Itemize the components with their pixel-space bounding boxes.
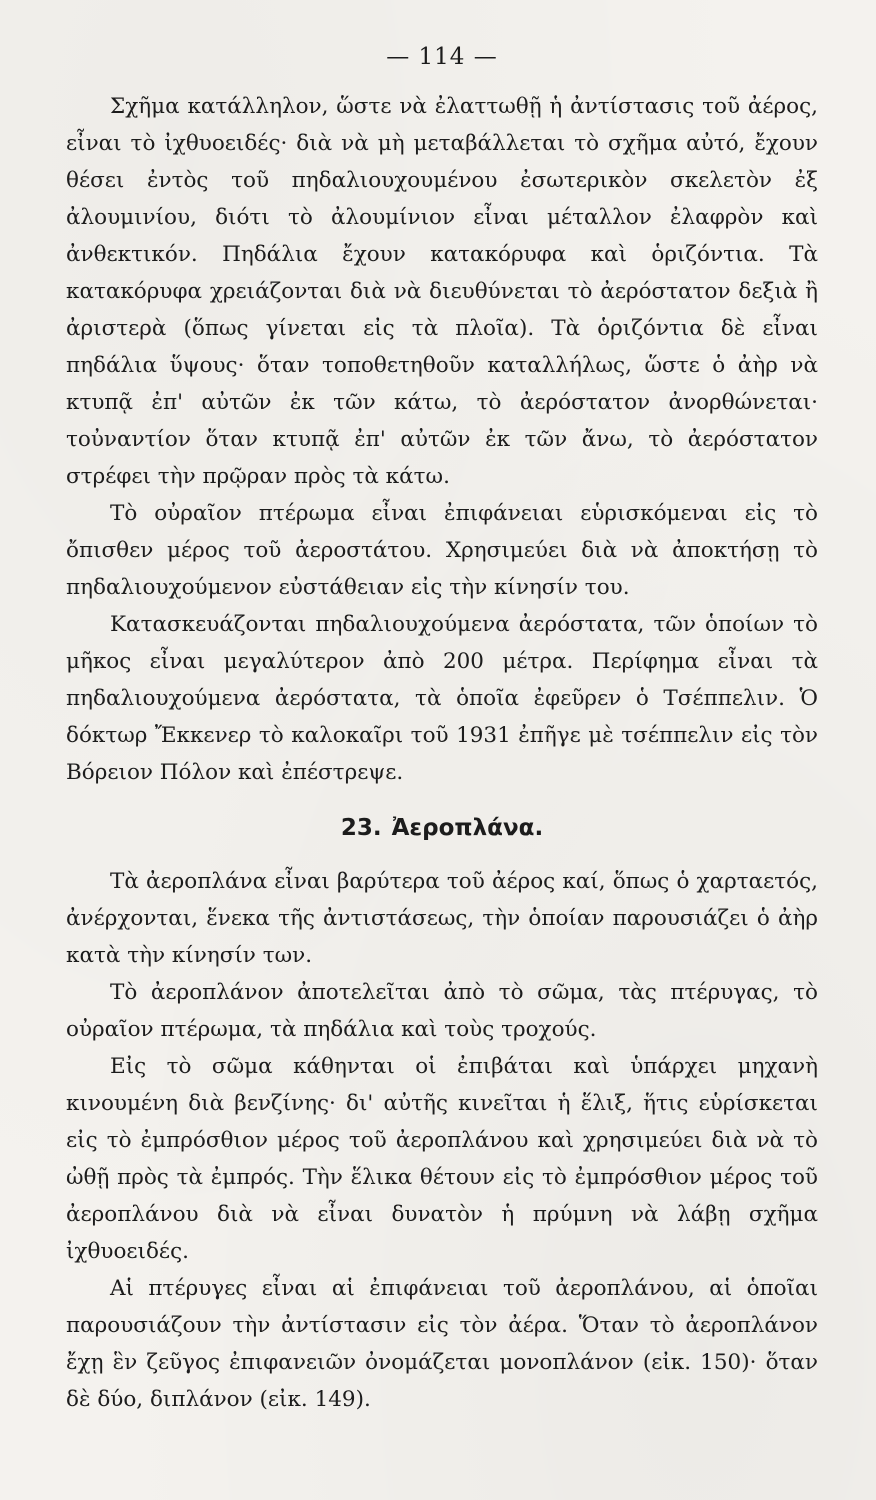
section-title: Ἀεροπλάνα. [391,815,544,841]
paragraph-wings: Αἱ πτέρυγες εἶναι αἱ ἐπιφάνειαι τοῦ ἀεροπλάνου, αἱ ὁποῖαι παρουσιάζουν τὴν ἀντίστασιν εἰς τὸν ἀέρα. Ὅταν τὸ ἀεροπλάνον ἔχῃ ἓν ζεῦγος ἐπιφανειῶν ὀνομάζεται μονοπλάνον (εἰκ. 150)· ὅταν δὲ δύο, διπλάνον (εἰκ. 149). [66,1276,818,1412]
paragraph-airplanes-intro: Τὰ ἀεροπλάνα εἶναι βαρύτερα τοῦ ἀέρος καί, ὅπως ὁ χαρταετός, ἀνέρχονται, ἕνεκα τῆς ἀντιστάσεως, τὴν ὁποίαν παρουσιάζει ὁ ἀὴρ κατὰ τὴν κίνησίν των. [66,869,818,968]
paragraph-airship-shape-rudders: Σχῆμα κατάλληλον, ὥστε νὰ ἐλαττωθῇ ἡ ἀντίστασις τοῦ ἀέρος, εἶναι τὸ ἰχθυοειδές· διὰ νὰ μὴ μεταβάλλεται τὸ σχῆμα αὐτό, ἔχουν θέσει ἐντὸς τοῦ πηδαλιουχουμένου ἐσωτερικὸν σκελετὸν ἐξ ἀλουμινίου, διότι τὸ ἀλουμίνιον εἶναι μέταλλον ἐλαφρὸν καὶ ἀνθεκτικόν. Πηδάλια ἔχουν κατακόρυφα καὶ ὁριζόντια. Τὰ κατακόρυφα χρειάζονται διὰ νὰ διευθύνεται τὸ ἀερόστατον δεξιὰ ἢ ἀριστερὰ (ὅπως γίνεται εἰς τὰ πλοῖα). Τὰ ὁριζόντια δὲ εἶναι πηδάλια ὕψους· ὅταν τοποθετηθοῦν καταλλήλως, ὥστε ὁ ἀὴρ νὰ κτυπᾷ ἐπ' αὐτῶν ἐκ τῶν κάτω, τὸ ἀερόστατον ἀνορθώνεται· τοὐναντίον ὅταν κτυπᾷ ἐπ' αὐτῶν ἐκ τῶν ἄνω, τὸ ἀερόστατον στρέφει τὴν πρῷραν πρὸς τὰ κάτω. [66,94,818,489]
paragraph-tail-fins: Τὸ οὐραῖον πτέρωμα εἶναι ἐπιφάνειαι εὑρισκόμεναι εἰς τὸ ὄπισθεν μέρος τοῦ ἀεροστάτου. Χρησιμεύει διὰ νὰ ἀποκτήσῃ τὸ πηδαλιουχούμενον εὐστάθειαν εἰς τὴν κίνησίν του. [66,501,818,600]
section-heading [66,811,818,845]
paragraph-zeppelin: Κατασκευάζονται πηδαλιουχούμενα ἀερόστατα, τῶν ὁποίων τὸ μῆκος εἶναι μεγαλύτερον ἀπὸ 200 μέτρα. Περίφημα εἶναι τὰ πηδαλιουχούμενα ἀερόστατα, τὰ ὁποῖα ἐφεῦρεν ὁ Τσέππελιν. Ὁ δόκτωρ Ἔκκενερ τὸ καλοκαῖρι τοῦ 1931 ἐπῆγε μὲ τσέππελιν εἰς τὸν Βόρειον Πόλον καὶ ἐπέστρεψε. [66,612,818,785]
page-number: — 114 — [386,44,498,70]
paragraph-airplane-parts: Τὸ ἀεροπλάνον ἀποτελεῖται ἀπὸ τὸ σῶμα, τὰς πτέρυγας, τὸ οὐραῖον πτέρωμα, τὰ πηδάλια καὶ τοὺς τροχούς. [66,980,818,1042]
paragraph-fuselage-propeller: Εἰς τὸ σῶμα κάθηνται οἱ ἐπιβάται καὶ ὑπάρχει μηχανὴ κινουμένη διὰ βενζίνης· δι' αὐτῆς κινεῖται ἡ ἕλιξ, ἥτις εὑρίσκεται εἰς τὸ ἐμπρόσθιον μέρος τοῦ ἀεροπλάνου καὶ χρησιμεύει διὰ νὰ τὸ ὠθῇ πρὸς τὰ ἐμπρός. Τὴν ἕλικα θέτουν εἰς τὸ ἐμπρόσθιον μέρος τοῦ ἀεροπλάνου διὰ νὰ εἶναι δυνατὸν ἡ πρύμνη νὰ λάβῃ σχῆμα ἰχθυοειδές. [66,1054,818,1264]
section-number: 23. [340,815,382,841]
